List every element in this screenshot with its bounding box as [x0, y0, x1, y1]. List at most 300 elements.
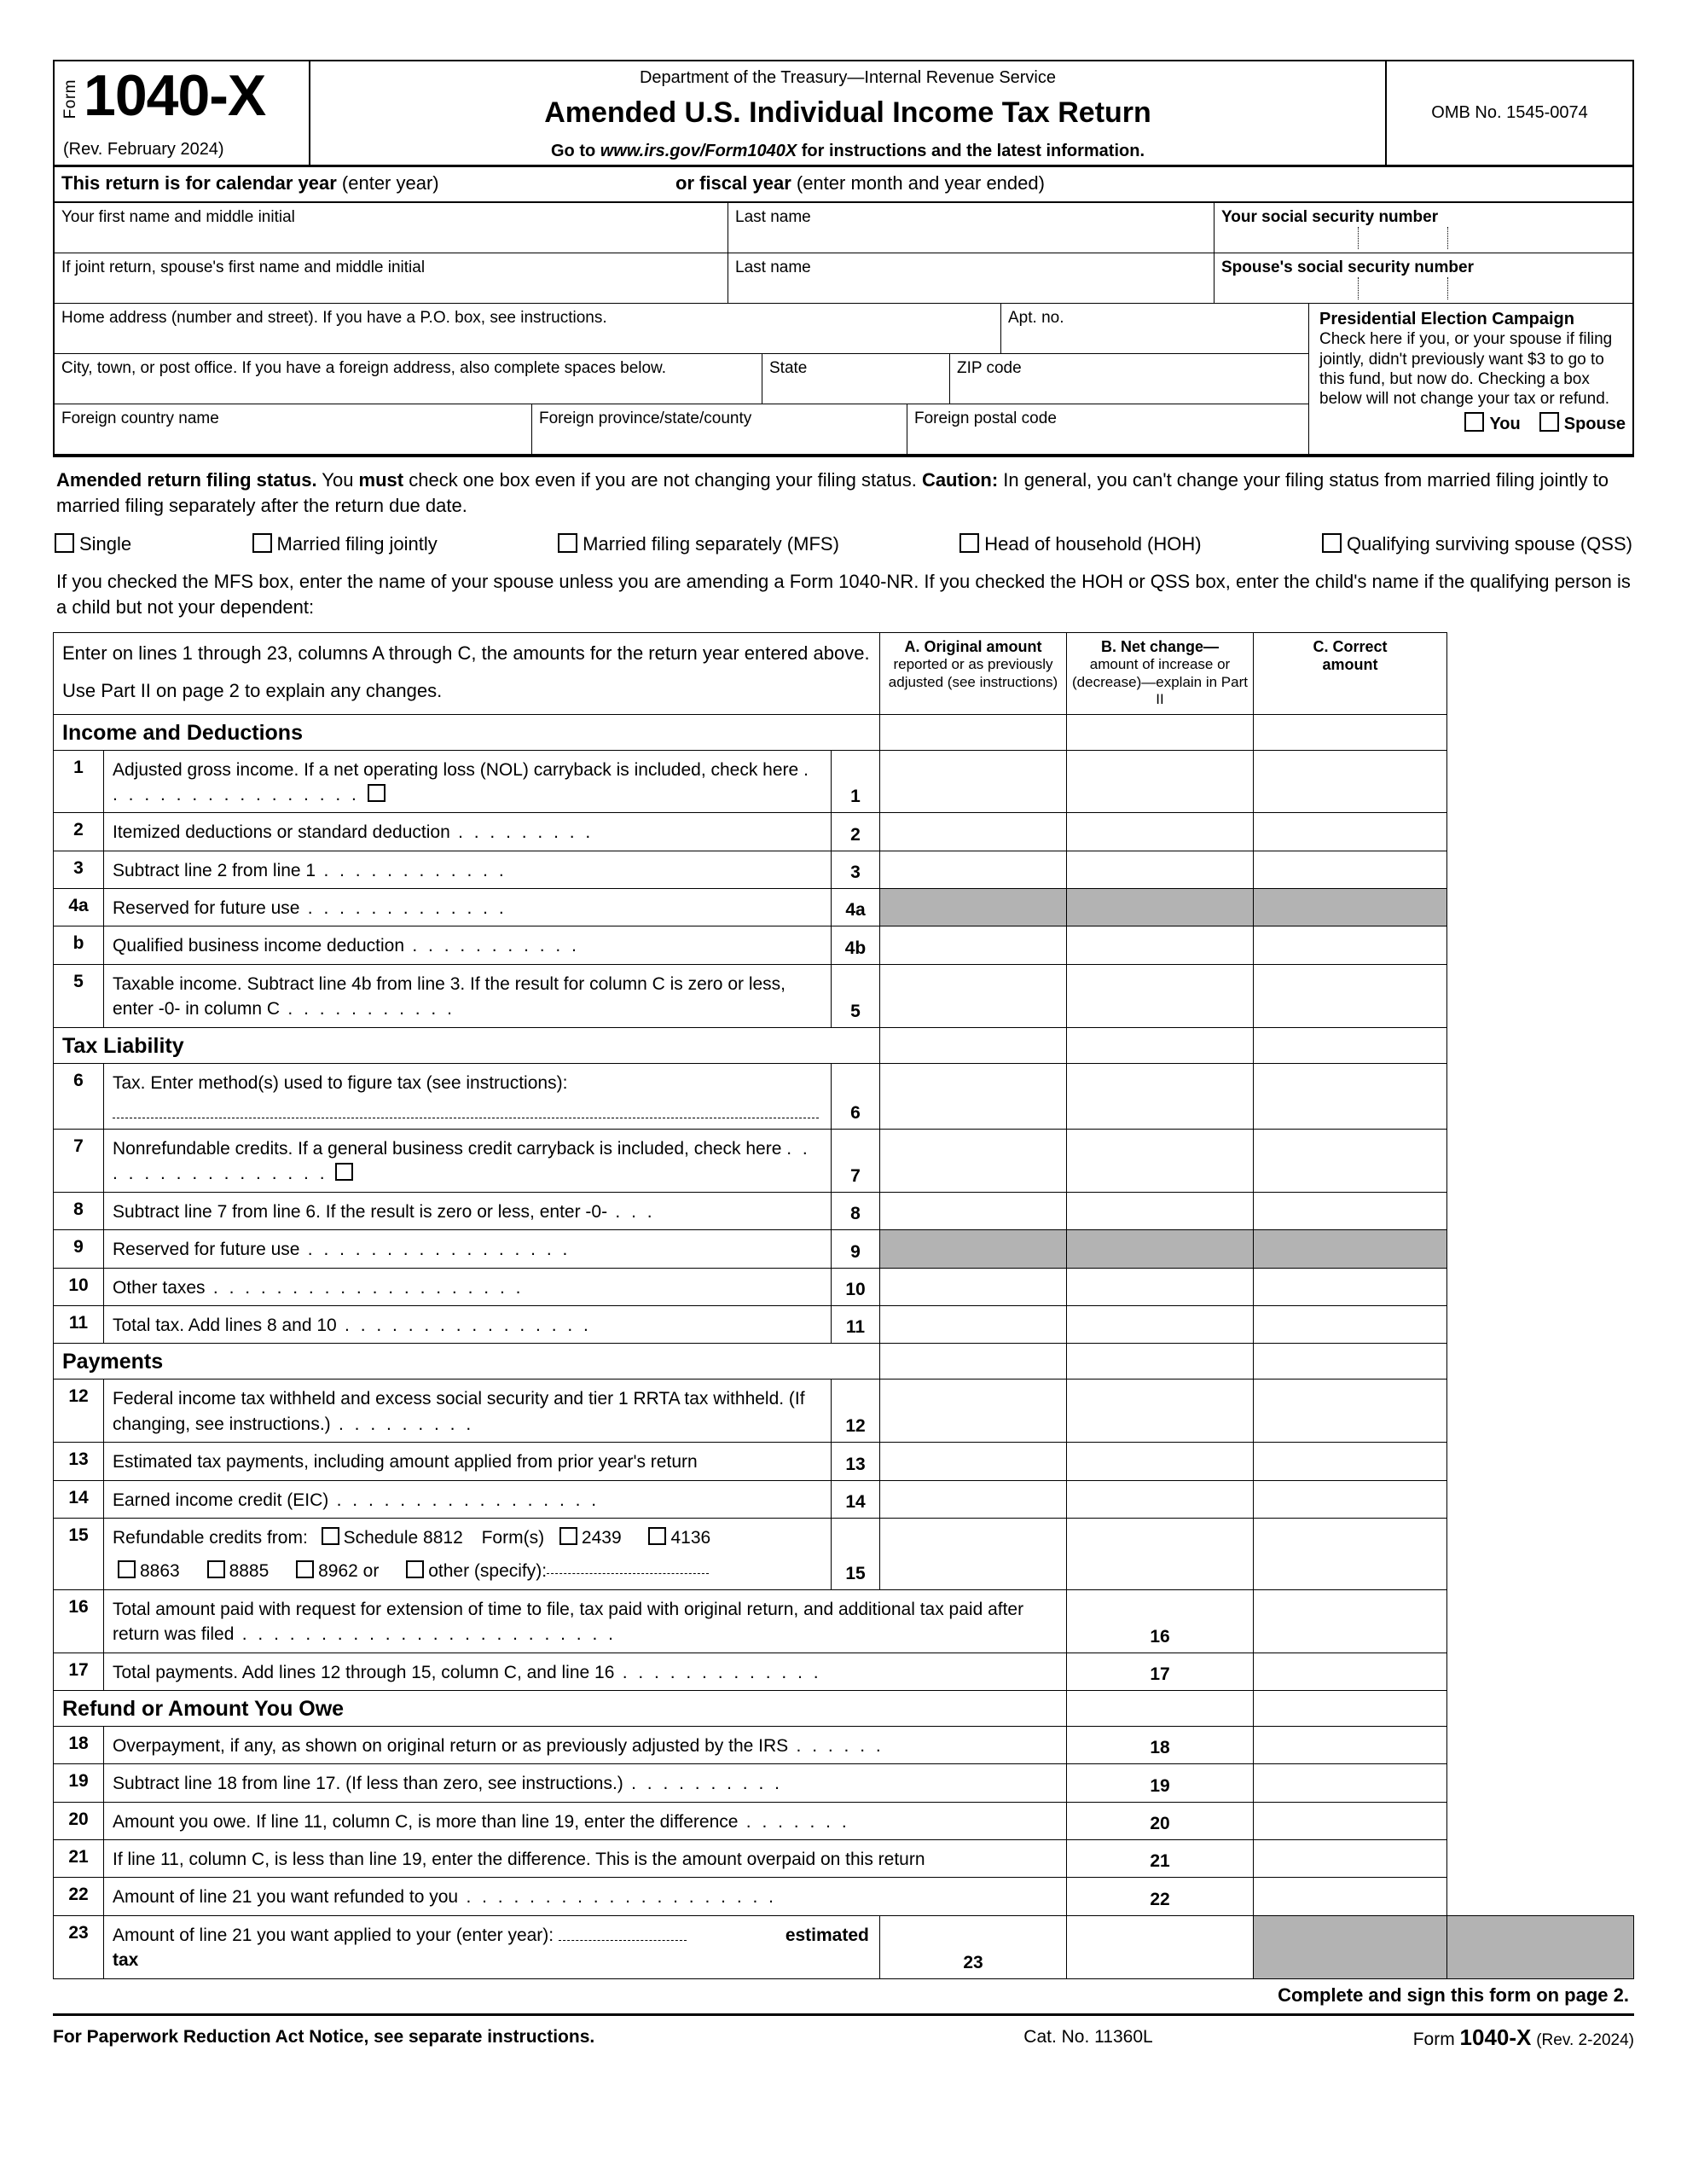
leader-dots: . . . . . . . . . . . . . . . . .: [113, 759, 812, 804]
cell-c[interactable]: [1254, 964, 1447, 1027]
cell-b[interactable]: [1067, 1344, 1254, 1380]
cell-b[interactable]: [1067, 1518, 1254, 1589]
form-header-block: [53, 60, 1634, 457]
footer-form-label: Form: [1412, 2029, 1455, 2049]
leader-dots: . . . . . . . . . .: [623, 1774, 783, 1794]
line-text: [104, 1380, 832, 1443]
line-number-box: 12: [832, 1380, 880, 1443]
line15-other-entry[interactable]: [547, 1573, 709, 1574]
leader-dots: . . . . . . . . .: [330, 1414, 474, 1434]
line-text: [104, 1480, 832, 1518]
cell-a[interactable]: [880, 964, 1067, 1027]
cell-b[interactable]: [1067, 1130, 1254, 1193]
line-number: 4a: [54, 889, 104, 926]
line-number-box: 20: [1067, 1802, 1254, 1839]
spouse-name-row: [55, 253, 1632, 304]
filing-status-must: must: [358, 469, 404, 491]
cell-c[interactable]: [1254, 1840, 1447, 1878]
checkbox-icon[interactable]: [648, 1527, 666, 1545]
cell-a[interactable]: [880, 1305, 1067, 1343]
cell-a[interactable]: [880, 1192, 1067, 1229]
line-label: Amount of line 21 you want applied to your (enter year):: [113, 1925, 554, 1945]
cell-c[interactable]: [1254, 1192, 1447, 1229]
first-name-field[interactable]: [55, 203, 728, 253]
checkbox-icon[interactable]: [558, 533, 577, 553]
line-label: Qualified business income deduction: [113, 936, 405, 956]
cell-c[interactable]: [1254, 1130, 1447, 1193]
cell-a[interactable]: [880, 1518, 1067, 1589]
foreign-country-label: Foreign country name: [61, 410, 219, 427]
table-row: [54, 889, 1634, 926]
line-text: [104, 1726, 1067, 1763]
cell-c[interactable]: [1254, 1480, 1447, 1518]
line-number: 1: [54, 750, 104, 813]
cell-b-shaded: [1067, 1230, 1254, 1268]
leader-dots: . . .: [607, 1201, 656, 1222]
line-number-box: 5: [832, 964, 880, 1027]
cell-c[interactable]: [1067, 1915, 1254, 1978]
checkbox-icon[interactable]: [252, 533, 272, 553]
spouse-ssn-boxes: [1221, 277, 1626, 299]
line15-form8863[interactable]: [118, 1561, 180, 1581]
leader-dots: . . . . . . . . . . . . . . . .: [336, 1315, 592, 1335]
line-label: Taxable income. Subtract line 4b from line 3. If the result for column C is zero or less, enter -0- in column C: [113, 973, 786, 1019]
cell-a[interactable]: [880, 1380, 1067, 1443]
filing-status-options: [53, 523, 1634, 567]
leader-dots: . . . . . . . . . . . . .: [614, 1662, 822, 1682]
line15-label: other (specify):: [428, 1561, 548, 1582]
apt-no-label: Apt. no.: [1008, 309, 1064, 327]
table-row: [54, 1480, 1634, 1518]
table-row: [54, 1726, 1634, 1763]
presidential-you-option[interactable]: [1464, 412, 1520, 434]
checkbox-icon[interactable]: [559, 1527, 577, 1545]
column-a-title: A. Original amount: [904, 637, 1042, 655]
filing-status-option-qss[interactable]: [1322, 533, 1632, 555]
cell-a[interactable]: [880, 750, 1067, 813]
cell-c[interactable]: [1254, 1878, 1447, 1915]
cell-a[interactable]: [880, 1027, 1067, 1063]
line-number-box: 9: [832, 1230, 880, 1268]
line-number-box: 15: [832, 1518, 880, 1589]
line-number: 3: [54, 851, 104, 888]
line-number: 21: [54, 1840, 104, 1878]
line-label: Amount you owe. If line 11, column C, is more than line 19, enter the difference: [113, 1811, 739, 1832]
cell-c[interactable]: [1254, 851, 1447, 888]
cell-b[interactable]: [1067, 851, 1254, 888]
presidential-spouse-option[interactable]: [1539, 412, 1626, 434]
line-number: 20: [54, 1802, 104, 1839]
cell-a[interactable]: [880, 926, 1067, 964]
line-label: Total payments. Add lines 12 through 15, column C, and line 16: [113, 1662, 615, 1682]
cell-a-shaded: [880, 889, 1067, 926]
line-label: Subtract line 7 from line 6. If the result is zero or less, enter -0-: [113, 1201, 608, 1222]
cell-a[interactable]: [880, 1063, 1067, 1129]
leader-dots: . . . . . . . . . . .: [280, 999, 455, 1019]
line-number: 7: [54, 1130, 104, 1193]
line-text: [104, 1802, 1067, 1839]
table-row: [54, 1840, 1634, 1878]
line-number-box: 4a: [832, 889, 880, 926]
city-label: City, town, or post office. If you have a foreign address, also complete spaces below.: [61, 359, 667, 377]
table-row: [54, 1443, 1634, 1480]
spouse-last-name-field[interactable]: [728, 253, 1215, 303]
line-number: 23: [54, 1915, 104, 1978]
line-number-box: 19: [1067, 1764, 1254, 1802]
cell-a[interactable]: [880, 1268, 1067, 1305]
line15-label: 2439: [581, 1527, 622, 1548]
section-payments-heading: Payments: [54, 1344, 880, 1380]
filing-status-option-hoh[interactable]: [959, 533, 1201, 555]
line-number-box: 1: [832, 750, 880, 813]
section-tax-heading: Tax Liability: [54, 1027, 880, 1063]
foreign-postal-field[interactable]: [907, 404, 1155, 454]
line15-label: 8962 or: [318, 1561, 380, 1582]
column-c-header: [1254, 632, 1447, 714]
line15-form4136[interactable]: [648, 1528, 710, 1548]
line-label: Subtract line 18 from line 17. (If less than zero, see instructions.): [113, 1774, 623, 1794]
cell-c[interactable]: [1254, 1518, 1447, 1589]
table-row: [54, 1915, 1634, 1978]
calendar-year-hint: (enter year): [341, 172, 439, 194]
foreign-province-field[interactable]: [532, 404, 907, 454]
fiscal-year-hint: (enter month and year ended): [796, 172, 1045, 194]
foreign-row: [55, 404, 1308, 454]
line-number-box: 7: [832, 1130, 880, 1193]
filing-status-option-single[interactable]: [55, 533, 131, 555]
amended-filing-status-text: [53, 457, 1634, 523]
city-field[interactable]: [55, 354, 762, 404]
checkbox-icon[interactable]: [1539, 412, 1559, 432]
line-number: 13: [54, 1443, 104, 1480]
cell-c[interactable]: [1254, 1268, 1447, 1305]
leader-dots: . . . . . . . . . . . .: [316, 860, 507, 880]
line-number-box: 14: [832, 1480, 880, 1518]
cell-b[interactable]: [1067, 964, 1254, 1027]
line-number: 12: [54, 1380, 104, 1443]
checkbox-icon[interactable]: [322, 1527, 339, 1545]
complete-sign-note: Complete and sign this form on page 2.: [1278, 1984, 1629, 2006]
line-number: b: [54, 926, 104, 964]
column-b-title: B. Net change—: [1100, 637, 1220, 655]
line-label: Subtract line 2 from line 1: [113, 860, 316, 880]
presidential-body: Check here if you, or your spouse if filing jointly, didn't previously want $3 to go to this fund, but now do. Checking a box below will not change your tax or refund.: [1319, 330, 1613, 408]
line-label: Nonrefundable credits. If a general business credit carryback is included, check here: [113, 1139, 782, 1159]
form-revision-date: (Rev. February 2024): [63, 140, 224, 159]
line-text: [104, 1764, 1067, 1802]
city-row: [55, 354, 1308, 404]
cell-c[interactable]: [1254, 1802, 1447, 1839]
cell-a[interactable]: [880, 813, 1067, 851]
line-number-box: 6: [832, 1063, 880, 1129]
form-footer: [53, 2013, 1634, 2051]
line-number-box: 23: [880, 1915, 1067, 1978]
line23-estimated-tax-label: estimated tax: [113, 1925, 869, 1971]
cell-c[interactable]: [1254, 1380, 1447, 1443]
tax-year-row: [55, 167, 1632, 203]
presidential-checkboxes: [1319, 412, 1626, 434]
line15-form8885[interactable]: [207, 1561, 270, 1581]
cell-b[interactable]: [1067, 750, 1254, 813]
leader-dots: . . . . . . . . . . . . . . . . . . . .: [458, 1887, 777, 1908]
line-number: 11: [54, 1305, 104, 1343]
zip-label: ZIP code: [957, 359, 1022, 377]
cell-a-shaded: [880, 1230, 1067, 1268]
line-number: 16: [54, 1589, 104, 1653]
line15-first-row: [113, 1525, 824, 1550]
state-label: State: [769, 359, 808, 377]
checkbox-icon[interactable]: [118, 1560, 136, 1578]
leader-dots: . . . . . . . . . . .: [404, 936, 580, 956]
cell-b[interactable]: [1067, 1027, 1254, 1063]
cell-c[interactable]: [1254, 1690, 1447, 1726]
table-row: [54, 1192, 1634, 1229]
line-number-box: 2: [832, 813, 880, 851]
line-label: Refundable credits from:: [113, 1527, 308, 1548]
line-number-box: 21: [1067, 1840, 1254, 1878]
line-text: [104, 1230, 832, 1268]
table-row: [54, 851, 1634, 888]
cell-a[interactable]: [880, 1443, 1067, 1480]
cell-b[interactable]: [1067, 1443, 1254, 1480]
spouse-ssn-field[interactable]: [1215, 253, 1632, 303]
line-number: 15: [54, 1518, 104, 1589]
cell-c[interactable]: [1254, 926, 1447, 964]
foreign-country-field[interactable]: [55, 404, 532, 454]
apt-no-field[interactable]: [1001, 304, 1155, 353]
leader-dots: . . . . . .: [788, 1735, 884, 1756]
cell-b[interactable]: [1067, 1192, 1254, 1229]
leader-dots: . . . . . . . . . . . . . . . . .: [328, 1490, 600, 1510]
filing-status-label: Qualifying surviving spouse (QSS): [1346, 533, 1632, 555]
ssn-boxes: [1221, 227, 1626, 249]
table-instructions: [54, 632, 880, 714]
department-label: Department of the Treasury—Internal Revenue Service: [639, 68, 1057, 87]
cell-c[interactable]: [1254, 1344, 1447, 1380]
checkbox-icon[interactable]: [959, 533, 979, 553]
column-a-sub: reported or as previously adjusted (see instructions): [888, 656, 1058, 690]
line-label: Federal income tax withheld and excess social security and tier 1 RRTA tax withheld. (If changing, see instructions.): [113, 1389, 805, 1434]
column-c-title: C. Correct: [1313, 637, 1388, 655]
cell-b-shaded: [1254, 1915, 1447, 1978]
line15-form2439[interactable]: [559, 1528, 622, 1548]
line-number: 9: [54, 1230, 104, 1268]
cell-c[interactable]: [1254, 750, 1447, 813]
table-row: [54, 926, 1634, 964]
paperwork-notice: For Paperwork Reduction Act Notice, see separate instructions.: [53, 2027, 595, 2048]
line-number: 6: [54, 1063, 104, 1129]
table-row: [54, 964, 1634, 1027]
line15-forms-label: Form(s): [481, 1527, 545, 1548]
line-label: Amount of line 21 you want refunded to you: [113, 1887, 459, 1908]
line-number: 18: [54, 1726, 104, 1763]
table-row: [54, 1230, 1634, 1268]
goto-url[interactable]: www.irs.gov/Form1040X: [600, 142, 797, 160]
cell-a[interactable]: [880, 1344, 1067, 1380]
cell-c[interactable]: [1254, 813, 1447, 851]
line-label: Estimated tax payments, including amount applied from prior year's return: [113, 1452, 698, 1472]
fiscal-year-label: or fiscal year: [675, 172, 791, 194]
line15-form8962[interactable]: [296, 1561, 379, 1581]
form-title: Amended U.S. Individual Income Tax Return: [544, 96, 1151, 129]
checkbox-icon[interactable]: [296, 1560, 314, 1578]
table-header-row: [54, 632, 1634, 714]
line-number-box: 17: [1067, 1653, 1254, 1690]
line15-schedule8812[interactable]: [322, 1528, 463, 1548]
omb-number: OMB No. 1545-0074: [1385, 61, 1632, 165]
line-label: Overpayment, if any, as shown on original return or as previously adjusted by the IRS: [113, 1735, 789, 1756]
cell-c[interactable]: [1254, 1063, 1447, 1129]
home-address-field[interactable]: [55, 304, 1001, 353]
ssn-field[interactable]: [1215, 203, 1632, 253]
cell-b[interactable]: [1067, 813, 1254, 851]
cell-a[interactable]: [880, 1480, 1067, 1518]
section-refund-row: [54, 1690, 1634, 1726]
filing-status-intro-3: In general, you can't change your filing status from married filing jointly to married filing separately after the return due date.: [56, 469, 1609, 516]
line15-second-row: [113, 1559, 824, 1583]
state-field[interactable]: [762, 354, 950, 404]
amounts-table: [53, 632, 1634, 1979]
line-number: 19: [54, 1764, 104, 1802]
cell-a[interactable]: [880, 851, 1067, 888]
table-row: [54, 1878, 1634, 1915]
cell-b[interactable]: [1067, 1480, 1254, 1518]
line-text: [104, 889, 832, 926]
cell-c[interactable]: [1254, 1653, 1447, 1690]
zip-field[interactable]: [950, 354, 1155, 404]
cell-c[interactable]: [1254, 1305, 1447, 1343]
table-row: [54, 1063, 1634, 1129]
line-text: [104, 1268, 832, 1305]
cell-c-shaded: [1254, 1230, 1447, 1268]
line-number: 2: [54, 813, 104, 851]
cell-b[interactable]: [1067, 1305, 1254, 1343]
line-number: 8: [54, 1192, 104, 1229]
line-label: Total tax. Add lines 8 and 10: [113, 1315, 337, 1335]
first-name-label: Your first name and middle initial: [61, 208, 295, 226]
line-text: [104, 1063, 832, 1129]
line-number-box: 8: [832, 1192, 880, 1229]
filing-status-heading: Amended return filing status.: [56, 469, 317, 491]
line-label: Other taxes: [113, 1277, 206, 1298]
form-number: 1040-X: [84, 63, 266, 128]
line-text: [104, 1878, 1067, 1915]
line-number-box: 11: [832, 1305, 880, 1343]
table-row: [54, 750, 1634, 813]
line-label: Reserved for future use: [113, 898, 300, 919]
line-label: Reserved for future use: [113, 1240, 300, 1260]
form-title-block: [310, 61, 1385, 165]
cell-a[interactable]: [880, 714, 1067, 750]
spouse-first-name-field[interactable]: [55, 253, 728, 303]
table-row: [54, 1802, 1634, 1839]
line-text: [104, 1192, 832, 1229]
checkbox-icon[interactable]: [1464, 412, 1484, 432]
checkbox-icon[interactable]: [406, 1560, 424, 1578]
checkbox-icon[interactable]: [207, 1560, 225, 1578]
cell-c-shaded: [1254, 889, 1447, 926]
empty-num: [1067, 1690, 1254, 1726]
column-b-header: [1067, 632, 1254, 714]
cell-c[interactable]: [1254, 1764, 1447, 1802]
table-intro-line2: Use Part II on page 2 to explain any changes.: [62, 679, 443, 701]
filing-status-option-mfs[interactable]: [558, 533, 839, 555]
filing-status-option-mfj[interactable]: [252, 533, 438, 555]
checkbox-icon[interactable]: [55, 533, 74, 553]
checkbox-icon[interactable]: [335, 1163, 353, 1181]
line-text: [104, 1915, 880, 1978]
line15-other[interactable]: [406, 1561, 547, 1581]
goto-suffix: for instructions and the latest information.: [797, 142, 1145, 160]
line-number: 17: [54, 1653, 104, 1690]
cell-b[interactable]: [1067, 1268, 1254, 1305]
checkbox-icon[interactable]: [1322, 533, 1342, 553]
table-row: [54, 1305, 1634, 1343]
column-c-sub: amount: [1322, 656, 1378, 674]
last-name-field[interactable]: [728, 203, 1215, 253]
cell-b[interactable]: [1067, 1380, 1254, 1443]
filing-status-intro-2: check one box even if you are not changing your filing status.: [403, 469, 922, 491]
section-income-row: [54, 714, 1634, 750]
line-number-box: 16: [1067, 1589, 1254, 1653]
table-row: [54, 1764, 1634, 1802]
line-text: [104, 1443, 832, 1480]
section-payments-row: [54, 1344, 1634, 1380]
table-intro-line1: Enter on lines 1 through 23, columns A through C, the amounts for the return year entered above.: [62, 642, 870, 664]
presidential-election-campaign: [1308, 304, 1632, 454]
filing-status-intro-1: You: [316, 469, 359, 491]
cell-a[interactable]: [880, 1130, 1067, 1193]
presidential-you-label: You: [1489, 415, 1521, 434]
table-row: [54, 1653, 1634, 1690]
line15-label: 8863: [140, 1561, 180, 1582]
filing-status-label: Married filing jointly: [276, 533, 438, 555]
cell-c[interactable]: [1254, 1027, 1447, 1063]
line15-label: Schedule 8812: [343, 1527, 463, 1548]
line-label: If line 11, column C, is less than line 19, enter the difference. This is the amount overpaid on this return: [113, 1850, 925, 1870]
cell-b[interactable]: [1067, 714, 1254, 750]
line-text: [104, 1305, 832, 1343]
column-a-header: [880, 632, 1067, 714]
section-income-heading: Income and Deductions: [54, 714, 880, 750]
table-row: [54, 1589, 1634, 1653]
line-number-box: 13: [832, 1443, 880, 1480]
line-text: [104, 750, 832, 813]
table-row: [54, 1268, 1634, 1305]
line-label: Total amount paid with request for extension of time to file, tax paid with original return, and additional tax paid after return was filed: [113, 1599, 1024, 1645]
filing-status-label: Head of household (HOH): [984, 533, 1202, 555]
cell-c[interactable]: [1254, 1443, 1447, 1480]
cell-c-shaded: [1447, 1915, 1634, 1978]
cell-b[interactable]: [1067, 926, 1254, 964]
presidential-spouse-label: Spouse: [1563, 415, 1626, 434]
filing-status-label: Married filing separately (MFS): [583, 533, 839, 555]
line-text: [104, 926, 832, 964]
cell-c[interactable]: [1254, 1726, 1447, 1763]
line-label: Itemized deductions or standard deduction: [113, 822, 450, 843]
spouse-last-name-label: Last name: [735, 258, 811, 276]
cell-b[interactable]: [1067, 1063, 1254, 1129]
form-goto-line: [319, 142, 1377, 161]
line15-label: 8885: [229, 1561, 270, 1582]
cell-c[interactable]: [1254, 1589, 1447, 1653]
line-number-box: 3: [832, 851, 880, 888]
checkbox-icon[interactable]: [368, 784, 386, 802]
cell-c[interactable]: [1254, 714, 1447, 750]
footer-form-rev: (Rev. 2-2024): [1536, 2030, 1634, 2049]
leader-dots: . . . . . . . . .: [449, 822, 594, 843]
table-row: [54, 1130, 1634, 1193]
